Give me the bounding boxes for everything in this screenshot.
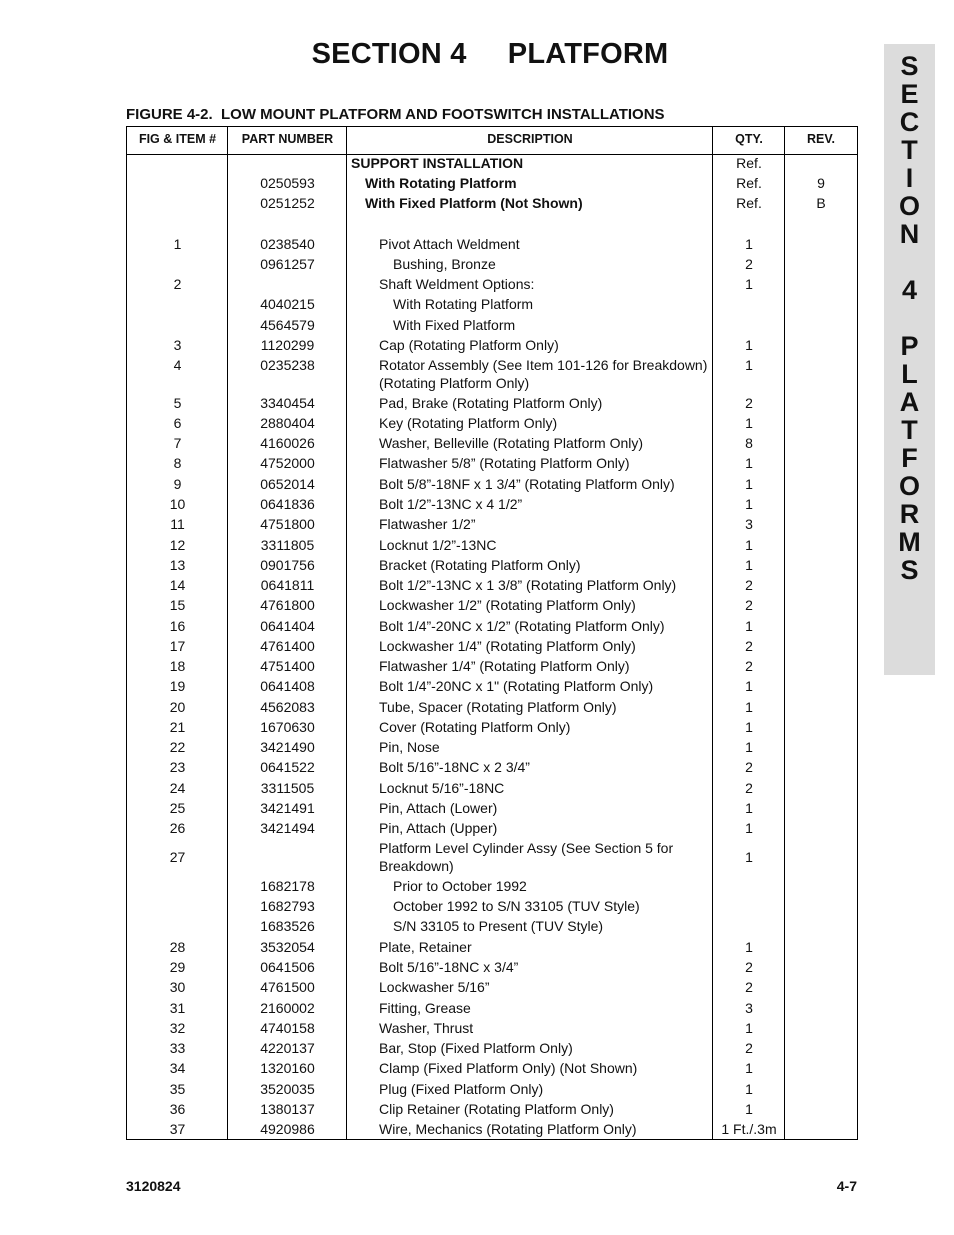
description-cell: SUPPORT INSTALLATION [351,155,524,171]
side-tab-letter: S [900,51,919,81]
fig-item-cell: 8 [173,455,182,471]
fig-item-cell: 5 [173,395,182,411]
description-cell: Pin, Attach (Upper) [379,820,498,836]
description-cell: Bolt 1/2”-13NC x 4 1/2” [379,496,523,512]
part-number-cell: 4752000 [260,455,315,471]
qty-cell: 3 [745,516,753,532]
qty-cell: 1 [745,800,753,816]
part-number-cell: 4751400 [260,658,315,674]
fig-item-cell: 28 [169,939,186,955]
side-tab-letter: N [899,219,920,249]
part-number-cell: 4220137 [260,1040,315,1056]
description-cell: Washer, Belleville (Rotating Platform Only) [379,435,644,451]
description-cell: Pin, Attach (Lower) [379,800,498,816]
fig-item-cell: 23 [169,759,186,775]
description-cell: Flatwasher 5/8” (Rotating Platform Only) [379,455,630,471]
qty-cell: 1 [745,939,753,955]
fig-item-cell: 6 [173,415,182,431]
description-cell: Lockwasher 5/16” [379,979,490,995]
description-cell: Lockwasher 1/2” (Rotating Platform Only) [379,597,636,613]
part-number-cell: 3421491 [260,800,315,816]
qty-cell: 1 [745,820,753,836]
side-tab-letter: O [898,471,920,501]
side-tab-letter: T [901,415,918,445]
part-number-cell: 0235238 [260,357,315,373]
part-number-cell: 4160026 [260,435,315,451]
description-cell: Clamp (Fixed Platform Only) (Not Shown) [379,1060,638,1076]
fig-item-cell: 13 [169,557,186,573]
qty-cell: 1 Ft./.3m [721,1121,777,1137]
qty-cell: 1 [745,1101,753,1117]
header-fig-item: FIG & ITEM # [138,132,217,146]
fig-item-cell: 12 [169,537,186,553]
section-title: SECTION 4 PLATFORM [311,38,669,70]
qty-cell: 2 [745,577,753,593]
part-number-cell: 0901756 [260,557,315,573]
side-tab-letter: C [899,107,920,137]
qty-cell: Ref. [736,195,762,211]
part-number-cell: 0251252 [260,195,315,211]
header-qty: QTY. [735,132,763,146]
part-number-cell: 0641404 [260,618,315,634]
qty-cell: 1 [745,537,753,553]
qty-cell: 1 [745,496,753,512]
fig-item-cell: 25 [169,800,186,816]
qty-cell: 1 [745,1081,753,1097]
side-tab-letter: 4 [901,275,918,305]
fig-item-cell: 35 [169,1081,186,1097]
qty-cell: 3 [745,1000,753,1016]
side-tab-letters [884,44,935,584]
description-cell: Plate, Retainer [379,939,472,955]
fig-item-cell: 29 [169,959,186,975]
qty-cell: 1 [745,699,753,715]
fig-item-cell: 16 [169,618,186,634]
part-number-cell: 1683526 [260,918,315,934]
part-number-cell: 3520035 [260,1081,315,1097]
qty-cell: 1 [745,618,753,634]
fig-item-cell: 11 [170,516,185,532]
description-cell: With Rotating Platform [393,296,534,312]
part-number-cell: 0652014 [260,476,315,492]
rev-cell: B [816,195,826,211]
qty-cell: 1 [745,337,753,353]
part-number-cell: 1682793 [260,898,315,914]
side-tab-letter: L [901,359,918,389]
description-cell: Bolt 5/16”-18NC x 3/4” [379,959,519,975]
description-cell: Bar, Stop (Fixed Platform Only) [379,1040,573,1056]
part-number-cell: 0641506 [260,959,315,975]
description-cell: Pin, Nose [379,739,440,755]
qty-cell: 1 [745,455,753,471]
description-cell: Prior to October 1992 [393,878,527,894]
part-number-cell: 4740158 [260,1020,315,1036]
qty-cell: Ref. [736,155,762,171]
fig-item-cell: 34 [169,1060,186,1076]
qty-cell: Ref. [736,175,762,191]
part-number-cell: 3311505 [260,780,315,796]
description-cell: Locknut 5/16”-18NC [379,780,505,796]
description-cell: Bolt 1/4”-20NC x 1/2” (Rotating Platform Only) [379,618,665,634]
qty-cell: 8 [745,435,753,451]
description-cell: Plug (Fixed Platform Only) [379,1081,544,1097]
fig-item-cell: 33 [169,1040,186,1056]
section-side-tab [884,44,935,675]
description-cell: Bolt 5/8”-18NF x 1 3/4” (Rotating Platform Only) [379,476,675,492]
header-description: DESCRIPTION [487,132,573,146]
part-number-cell: 4761400 [260,638,315,654]
fig-item-cell: 31 [169,1000,186,1016]
description-cell: Rotator Assembly (See Item 101-126 for Breakdown) [379,357,708,373]
part-number-cell: 4562083 [260,699,315,715]
description-cell: With Fixed Platform (Not Shown) [365,195,583,211]
part-number-cell: 4751800 [260,516,315,532]
fig-item-cell: 30 [169,979,186,995]
description-cell: Platform Level Cylinder Assy (See Section 5 for [379,840,674,856]
qty-cell: 2 [745,395,753,411]
description-cell: October 1992 to S/N 33105 (TUV Style) [393,898,640,914]
fig-item-cell: 10 [169,496,186,512]
part-number-cell: 0250593 [260,175,315,191]
figure-title: FIGURE 4-2. LOW MOUNT PLATFORM AND FOOTSWITCH INSTALLATIONS [126,106,665,123]
description-cell: Shaft Weldment Options: [379,276,535,292]
document-number: 3120824 [126,1178,181,1194]
qty-cell: 2 [745,979,753,995]
part-number-cell: 0641836 [260,496,315,512]
qty-cell: 2 [745,638,753,654]
description-cell: Bolt 1/2”-13NC x 1 3/8” (Rotating Platform Only) [379,577,677,593]
description-cell: Clip Retainer (Rotating Platform Only) [379,1101,614,1117]
qty-cell: 2 [745,780,753,796]
fig-item-cell: 9 [173,476,182,492]
description-cell: Bracket (Rotating Platform Only) [379,557,581,573]
description-cell: Pivot Attach Weldment [379,236,520,252]
side-tab-letter: R [899,499,920,529]
fig-item-cell: 7 [173,435,182,451]
description-cell: With Fixed Platform [393,317,516,333]
side-tab-letter: P [900,331,919,361]
side-tab-letter: M [898,527,921,557]
qty-cell: 2 [745,658,753,674]
part-number-cell: 3421494 [260,820,315,836]
fig-item-cell: 2 [173,276,182,292]
description-cell: Lockwasher 1/4” (Rotating Platform Only) [379,638,636,654]
description-cell-continued: (Rotating Platform Only) [379,375,530,391]
table-header [127,127,857,155]
part-number-cell: 4761500 [260,979,315,995]
side-tab-letter: E [900,79,919,109]
qty-cell: 2 [745,1040,753,1056]
side-tab-letter: O [898,191,920,221]
qty-cell: 1 [745,719,753,735]
description-cell: Bushing, Bronze [393,256,496,272]
description-cell: Locknut 1/2”-13NC [379,537,497,553]
fig-item-cell: 15 [169,597,186,613]
description-cell: Washer, Thrust [379,1020,474,1036]
description-cell: Cover (Rotating Platform Only) [379,719,571,735]
fig-item-cell: 18 [169,658,186,674]
part-number-cell: 0641522 [260,759,315,775]
side-tab-letter: A [899,387,920,417]
qty-cell: 1 [745,849,753,865]
description-cell-continued: Breakdown) [379,858,454,874]
header-part-number: PART NUMBER [241,132,334,146]
fig-item-cell: 32 [169,1020,186,1036]
description-cell: Bolt 1/4”-20NC x 1" (Rotating Platform Only) [379,678,654,694]
fig-item-cell: 36 [169,1101,186,1117]
fig-item-cell: 27 [169,849,186,865]
part-number-cell: 0238540 [260,236,315,252]
fig-item-cell: 37 [169,1121,186,1137]
part-number-cell: 4761800 [260,597,315,613]
side-tab-letter: F [901,443,918,473]
fig-item-cell: 21 [169,719,186,735]
fig-item-cell: 19 [169,678,186,694]
description-cell: With Rotating Platform [365,175,517,191]
part-number-cell: 1120299 [260,337,315,353]
description-cell: Cap (Rotating Platform Only) [379,337,559,353]
side-tab-letter: T [901,135,918,165]
part-number-cell: 0641408 [260,678,315,694]
part-number-cell: 3311805 [260,537,315,553]
table-body [127,154,857,1139]
description-cell: Wire, Mechanics (Rotating Platform Only) [379,1121,637,1137]
part-number-cell: 3340454 [260,395,315,411]
fig-item-cell: 24 [169,780,186,796]
part-number-cell: 1682178 [260,878,315,894]
description-cell: Pad, Brake (Rotating Platform Only) [379,395,603,411]
qty-cell: 1 [745,357,753,373]
rev-cell: 9 [817,175,825,191]
description-cell: Flatwasher 1/2” [379,516,476,532]
fig-item-cell: 1 [173,236,182,252]
part-number-cell: 4040215 [260,296,315,312]
description-cell: Tube, Spacer (Rotating Platform Only) [379,699,617,715]
qty-cell: 1 [745,276,753,292]
qty-cell: 1 [745,678,753,694]
header-rev: REV. [806,132,836,146]
qty-cell: 1 [745,236,753,252]
qty-cell: 2 [745,597,753,613]
qty-cell: 2 [745,759,753,775]
part-number-cell: 0641811 [260,577,315,593]
qty-cell: 1 [745,415,753,431]
description-cell: Bolt 5/16”-18NC x 2 3/4” [379,759,530,775]
fig-item-cell: 4 [173,357,182,373]
qty-cell: 1 [745,1020,753,1036]
parts-table [126,126,858,1140]
page-number: 4-7 [836,1178,857,1194]
part-number-cell: 2880404 [260,415,315,431]
qty-cell: 1 [745,557,753,573]
description-cell: Fitting, Grease [379,1000,471,1016]
qty-cell: 1 [745,739,753,755]
description-cell: Flatwasher 1/4” (Rotating Platform Only) [379,658,630,674]
qty-cell: 2 [745,959,753,975]
part-number-cell: 4564579 [260,317,315,333]
description-cell: S/N 33105 to Present (TUV Style) [393,918,604,934]
fig-item-cell: 14 [169,577,186,593]
qty-cell: 1 [745,476,753,492]
fig-item-cell: 22 [169,739,186,755]
qty-cell: 1 [745,1060,753,1076]
description-cell: Key (Rotating Platform Only) [379,415,558,431]
part-number-cell: 2160002 [260,1000,315,1016]
part-number-cell: 1320160 [260,1060,315,1076]
fig-item-cell: 26 [169,820,186,836]
fig-item-cell: 20 [169,699,186,715]
fig-item-cell: 17 [169,638,186,654]
fig-item-cell: 3 [173,337,182,353]
side-tab-letter: S [900,555,919,585]
part-number-cell: 3532054 [260,939,315,955]
part-number-cell: 0961257 [260,256,315,272]
part-number-cell: 1670630 [260,719,315,735]
part-number-cell: 1380137 [260,1101,315,1117]
part-number-cell: 4920986 [260,1121,315,1137]
side-tab-letter: I [905,163,914,193]
qty-cell: 2 [745,256,753,272]
part-number-cell: 3421490 [260,739,315,755]
